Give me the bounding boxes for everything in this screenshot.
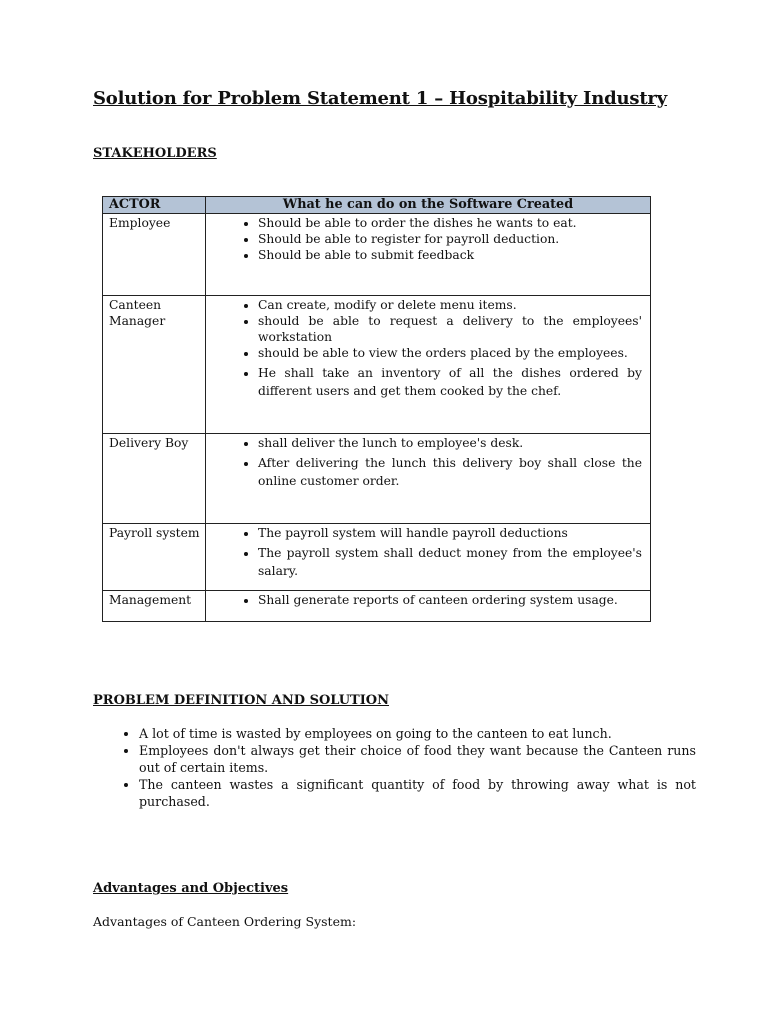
problem-definition-heading: PROBLEM DEFINITION AND SOLUTION [93,693,390,708]
actions-cell [206,296,651,434]
table-row [103,214,651,296]
table-header-row [103,197,651,214]
actor-column-header: ACTOR [103,197,206,214]
list-item: • The payroll system shall deduct money from the employee's salary. [258,544,642,580]
list-item: • should be able to view the orders placed by the employees. [258,345,642,361]
list-item: • Should be able to register for payroll deduction. [258,231,642,247]
actions-cell [206,591,651,622]
problem-points-list [117,725,696,810]
list-item: • The payroll system will handle payroll deductions [258,525,642,541]
table-row [103,524,651,591]
list-item: • shall deliver the lunch to employee's desk. [258,435,642,451]
actions-cell [206,524,651,591]
actor-cell: Canteen Manager [103,296,206,434]
list-item: • Should be able to order the dishes he wants to eat. [258,215,642,231]
actions-column-header: What he can do on the Software Created [206,197,651,214]
list-item: • A lot of time is wasted by employees on going to the canteen to eat lunch. [139,725,696,742]
actor-cell: Employee [103,214,206,296]
list-item: • Should be able to submit feedback [258,247,642,263]
stakeholders-table [102,196,651,622]
list-item: • After delivering the lunch this delivery boy shall close the online customer order. [258,454,642,490]
list-item: • Employees don't always get their choice of food they want because the Canteen runs out of certain items. [139,742,696,776]
actor-cell: Delivery Boy [103,434,206,524]
actions-cell [206,214,651,296]
actor-cell: Management [103,591,206,622]
actions-list [206,592,642,608]
table-row [103,434,651,524]
actions-list [206,525,642,580]
actions-list [206,215,642,263]
list-item: • He shall take an inventory of all the dishes ordered by different users and get them cooked by the chef. [258,364,642,400]
advantages-intro: Advantages of Canteen Ordering System: [93,914,357,929]
list-item: • should be able to request a delivery to the employees' workstation [258,313,642,345]
actions-list [206,297,642,400]
actions-list [206,435,642,490]
actor-cell: Payroll system [103,524,206,591]
table-row [103,296,651,434]
list-item: • Shall generate reports of canteen ordering system usage. [258,592,642,608]
table-row [103,591,651,622]
advantages-heading: Advantages and Objectives [93,881,289,896]
document-title: Solution for Problem Statement 1 – Hospitability Industry [93,88,667,109]
list-item: • Can create, modify or delete menu items. [258,297,642,313]
actions-cell [206,434,651,524]
list-item: • The canteen wastes a significant quantity of food by throwing away what is not purchased. [139,776,696,810]
stakeholders-heading: STAKEHOLDERS [93,146,217,161]
